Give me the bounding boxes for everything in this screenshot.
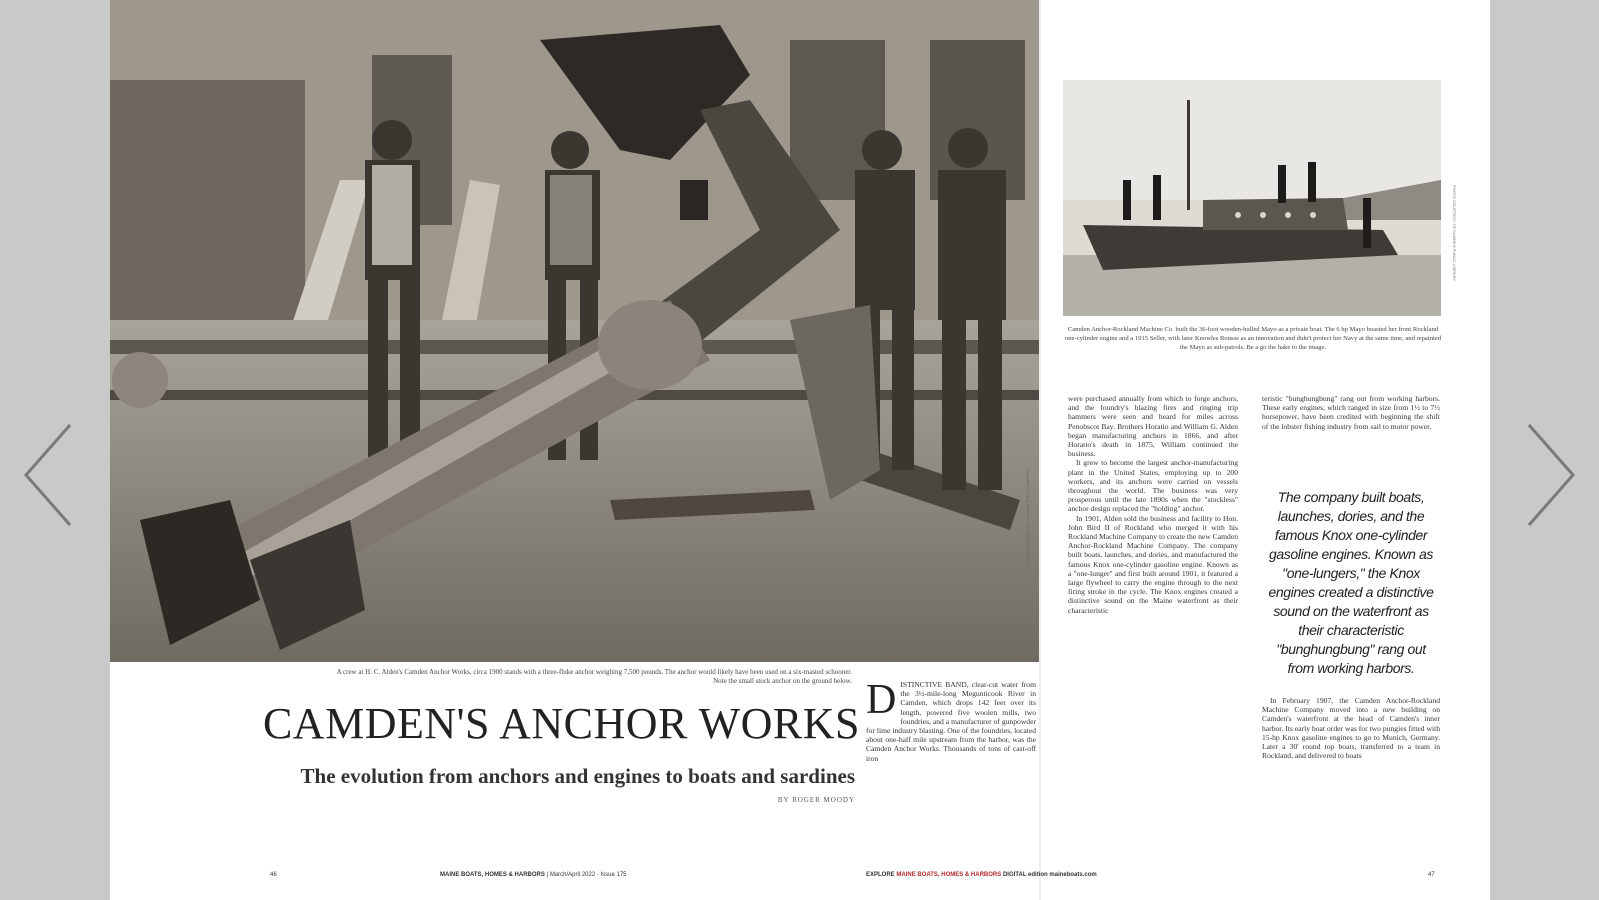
footer-left: MAINE BOATS, HOMES & HARBORS | March/April 2022 · Issue 175 — [440, 872, 627, 878]
chevron-right-icon — [1521, 420, 1581, 530]
footer-right — [866, 872, 1097, 878]
footer-explore: EXPLORE — [866, 872, 895, 878]
footer-publication-right: MAINE BOATS, HOMES & HARBORS — [896, 872, 1002, 878]
article-headline: CAMDEN'S ANCHOR WORKS — [262, 699, 860, 748]
boat-photo — [1063, 80, 1441, 316]
paragraph: teristic "bunghungbung" rang out from working harbors. These early engines, which ranged in size from 1½ to 7½ horsepower, have been credited with beginning the shift of the lobster fishing industry from sail to motor power. — [1262, 394, 1440, 431]
footer-issue: March/April 2022 · Issue 175 — [549, 872, 627, 878]
paragraph: were purchased annually from which to forge anchors, and the foundry's blazing fires and ringing trip hammers were seen and heard for miles across Penobscot Bay. Brothers Horatio and William G. Alden began manufacturing anchors in 1866, and after Horatio's death in 1875, William continued the business. — [1068, 394, 1238, 459]
body-column-1 — [866, 680, 1036, 832]
boat-caption: Camden Anchor-Rockland Machine Co. built the 36-foot wooden-hulled Mayo as a private boat. The 6 hp Mayo boasted her front Rockland one-cylinder engine and a 1915 Seller, with later Knowles Rousse as an innovation and didn't protect her Navy at the same time, and repainted the Mayo as sub-patrols. Be a go the hake to the image. — [1064, 326, 1442, 351]
previous-page-button[interactable] — [18, 420, 78, 530]
left-page — [110, 0, 1040, 900]
body-column-3-continued — [1262, 696, 1440, 832]
paragraph: It grew to become the largest anchor-manufacturing plant in the United States, employing up to 200 workers, and its anchors were carried on vessels throughout the world. The business was very prosperous until the late 1890s when the "stockless" anchor design replaced the "holding" anchor. — [1068, 458, 1238, 514]
body-column-2 — [1068, 394, 1238, 832]
pull-quote: The company built boats, launches, dories, and the famous Knox one-cylinder gasoline engines. Known as "one-lungers," the Knox engines created a distinctive sound on the waterfront as their characteristic "bunghungbung" rang out from working harbors. — [1268, 489, 1434, 676]
folio-left: 46 — [270, 872, 277, 878]
chevron-left-icon — [18, 420, 78, 530]
next-page-button[interactable] — [1521, 420, 1581, 530]
boat-photo-credit: PHOTO COURTESY OF CAMDEN PUBLIC LIBRARY — [1452, 185, 1457, 282]
photo-caption: A crew at H. C. Alden's Camden Anchor Works, circa 1900 stands with a three-fluke anchor weighing 7,500 pounds. The anchor would likely have been used on a six-masted schooner. Note the small stock anchor on the ground below. — [336, 668, 852, 685]
magazine-spread — [110, 0, 1490, 900]
drop-cap: D — [866, 680, 897, 723]
photo-credit: PHOTO COURTESY OF CAMDEN PUBLIC LIBRARY — [1025, 470, 1030, 567]
footer-publication: MAINE BOATS, HOMES & HARBORS — [440, 872, 545, 878]
paragraph: In 1901, Alden sold the business and facility to Hon. John Bird II of Rockland who merged it with his Rockland Machine Company to create the new Camden Anchor-Rockland Machine Company. The company built boats, launches, and dories, and manufactured the famous Knox one-cylinder gasoline engine. Known as a "one-lunger" and first built around 1901, it featured a large flywheel to carry the engine through to the next firing stroke in the cycle. The Knox engines created a distinctive sound on the Maine waterfront as their characteristic — [1068, 513, 1238, 615]
footer-digital: DIGITAL edition — [1002, 872, 1048, 878]
gutter — [1039, 0, 1041, 900]
body-text: ISTINCTIVE BAND, clear-cut water from the 3½-mile-long Megunticook River in Camden, which drops 142 feet over its length, powered five woolen mills, two foundries, and a manufacturer of gunpowder for lime industry blasting. One of the foundries, located about one-half mile upstream from the harbor, was the Camden Anchor Works. Thousands of tons of cast-off iron — [866, 680, 1036, 763]
byline: BY ROGER MOODY — [777, 796, 855, 804]
paragraph: In February 1907, the Camden Anchor-Rockland Machine Company moved into a new building on Camden's waterfront at the head of Camden's inner harbor. Its early boat order was for two pungies fitted with 15-hp Knox gasoline engines to go to Munich, Germany. Later a 30' round top boats, transferred to a team in Rockland, and delivered to boats — [1262, 696, 1440, 761]
body-column-3 — [1262, 394, 1440, 498]
article-subhead: The evolution from anchors and engines to boats and sardines — [300, 764, 855, 788]
footer-site: maineboats.com — [1049, 872, 1097, 878]
anchor-works-photo — [110, 0, 1040, 662]
folio-right: 47 — [1428, 872, 1435, 878]
